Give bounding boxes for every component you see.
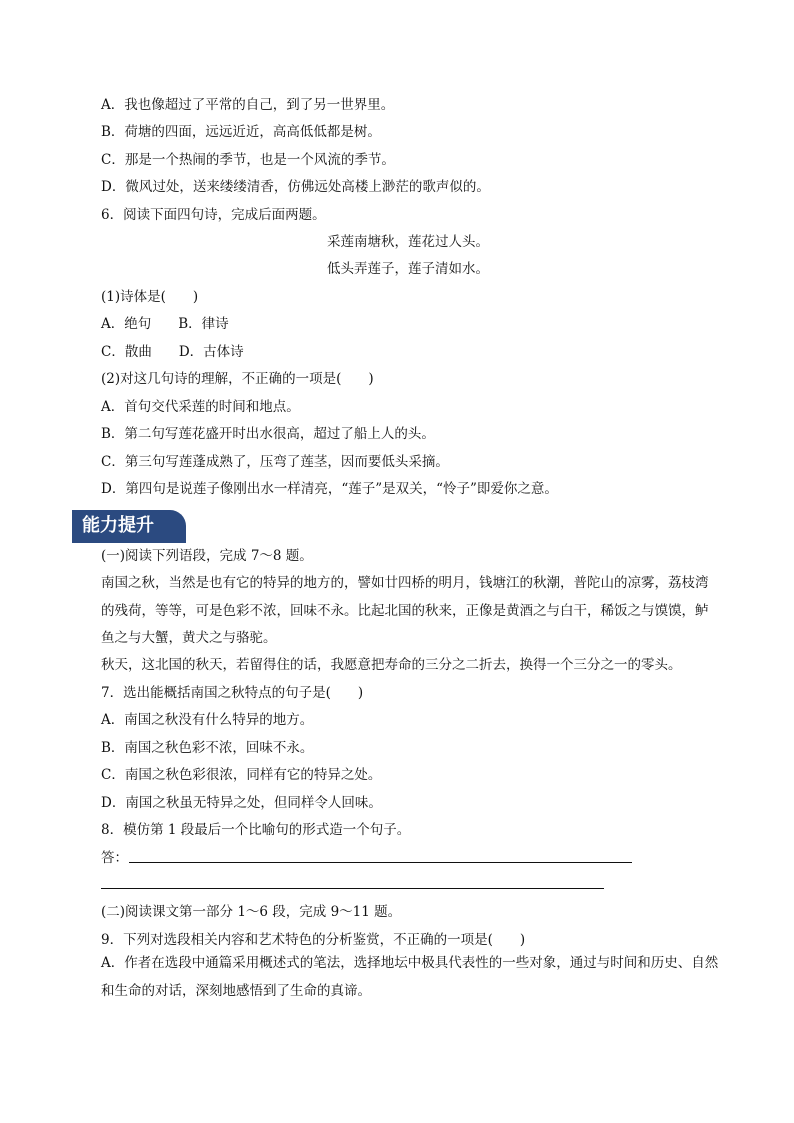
passage-paragraph-1 [101, 570, 721, 653]
q6-1-options-row-1: A．绝句 B．律诗 [101, 316, 229, 332]
poem-line-1: 采莲南塘秋，莲花过人头。 [327, 234, 489, 250]
q6-2-option-d: D．第四句是说莲子像刚出水一样清亮，“莲子”是双关，“怜子”即爱你之意。 [101, 481, 558, 497]
q5-option-a: A．我也像超过了平常的自己，到了另一世界里。 [101, 97, 395, 113]
q7-option-a: A．南国之秋没有什么特异的地方。 [101, 712, 314, 728]
q8-answer-label: 答： [101, 850, 128, 866]
answer-line-1[interactable] [129, 862, 632, 863]
section-heading: 能力提升 [72, 510, 186, 542]
part2-intro: (二)阅读课文第一部分 1～6 段，完成 9～11 题。 [101, 904, 402, 920]
q7-stem: 7．选出能概括南国之秋特点的句子是( ) [101, 685, 364, 701]
section-heading-rule [72, 541, 186, 543]
q6-stem: 6．阅读下面四句诗，完成后面两题。 [101, 207, 326, 223]
q5-option-c: C．那是一个热闹的季节，也是一个风流的季节。 [101, 152, 395, 168]
passage-paragraph-2: 秋天，这北国的秋天，若留得住的话，我愿意把寿命的三分之二折去，换得一个三分之一的零头。 [101, 657, 682, 673]
q6-2-stem: (2)对这几句诗的理解，不正确的一项是( ) [101, 371, 374, 387]
q6-2-option-a: A．首句交代采莲的时间和地点。 [101, 399, 300, 415]
part1-intro: (一)阅读下列语段，完成 7～8 题。 [101, 548, 313, 564]
q7-option-b: B．南国之秋色彩不浓，回味不永。 [101, 740, 314, 756]
passage-paragraph-1-text: 南国之秋，当然是也有它的特异的地方的，譬如廿四桥的明月，钱塘江的秋潮，普陀山的凉雾，荔枝湾的残荷，等等，可是色彩不浓，回味不永。比起北国的秋来，正像是黄酒之与白干，稀饭之与馍馍，鲈鱼之与大蟹，黄犬之与骆驼。 [101, 575, 709, 646]
q6-1-options-row-2: C．散曲 D．古体诗 [101, 344, 244, 360]
q6-1-stem: (1)诗体是( ) [101, 289, 199, 305]
poem-line-2: 低头弄莲子，莲子清如水。 [327, 261, 489, 277]
q7-option-d: D．南国之秋虽无特异之处，但同样令人回味。 [101, 795, 382, 811]
answer-line-2[interactable] [101, 888, 604, 889]
q8-stem: 8．模仿第 1 段最后一个比喻句的形式造一个句子。 [101, 822, 411, 838]
q5-option-b: B．荷塘的四面，远远近近，高高低低都是树。 [101, 124, 381, 140]
q5-option-d: D．微风过处，送来缕缕清香，仿佛远处高楼上渺茫的歌声似的。 [101, 179, 490, 195]
q6-2-option-c: C．第三句写莲蓬成熟了，压弯了莲茎，因而要低头采摘。 [101, 454, 449, 470]
q9-option-a: A．作者在选段中通篇采用概述式的笔法，选择地坛中极具代表性的一些对象，通过与时间和历史、自然和生命的对话，深刻地感悟到了生命的真谛。 [101, 955, 719, 999]
q9-stem: 9．下列对选段相关内容和艺术特色的分析鉴赏，不正确的一项是( ) [101, 932, 526, 948]
q7-option-c: C．南国之秋色彩很浓，同样有它的特异之处。 [101, 767, 382, 783]
q6-2-option-b: B．第二句写莲花盛开时出水很高，超过了船上人的头。 [101, 426, 435, 442]
